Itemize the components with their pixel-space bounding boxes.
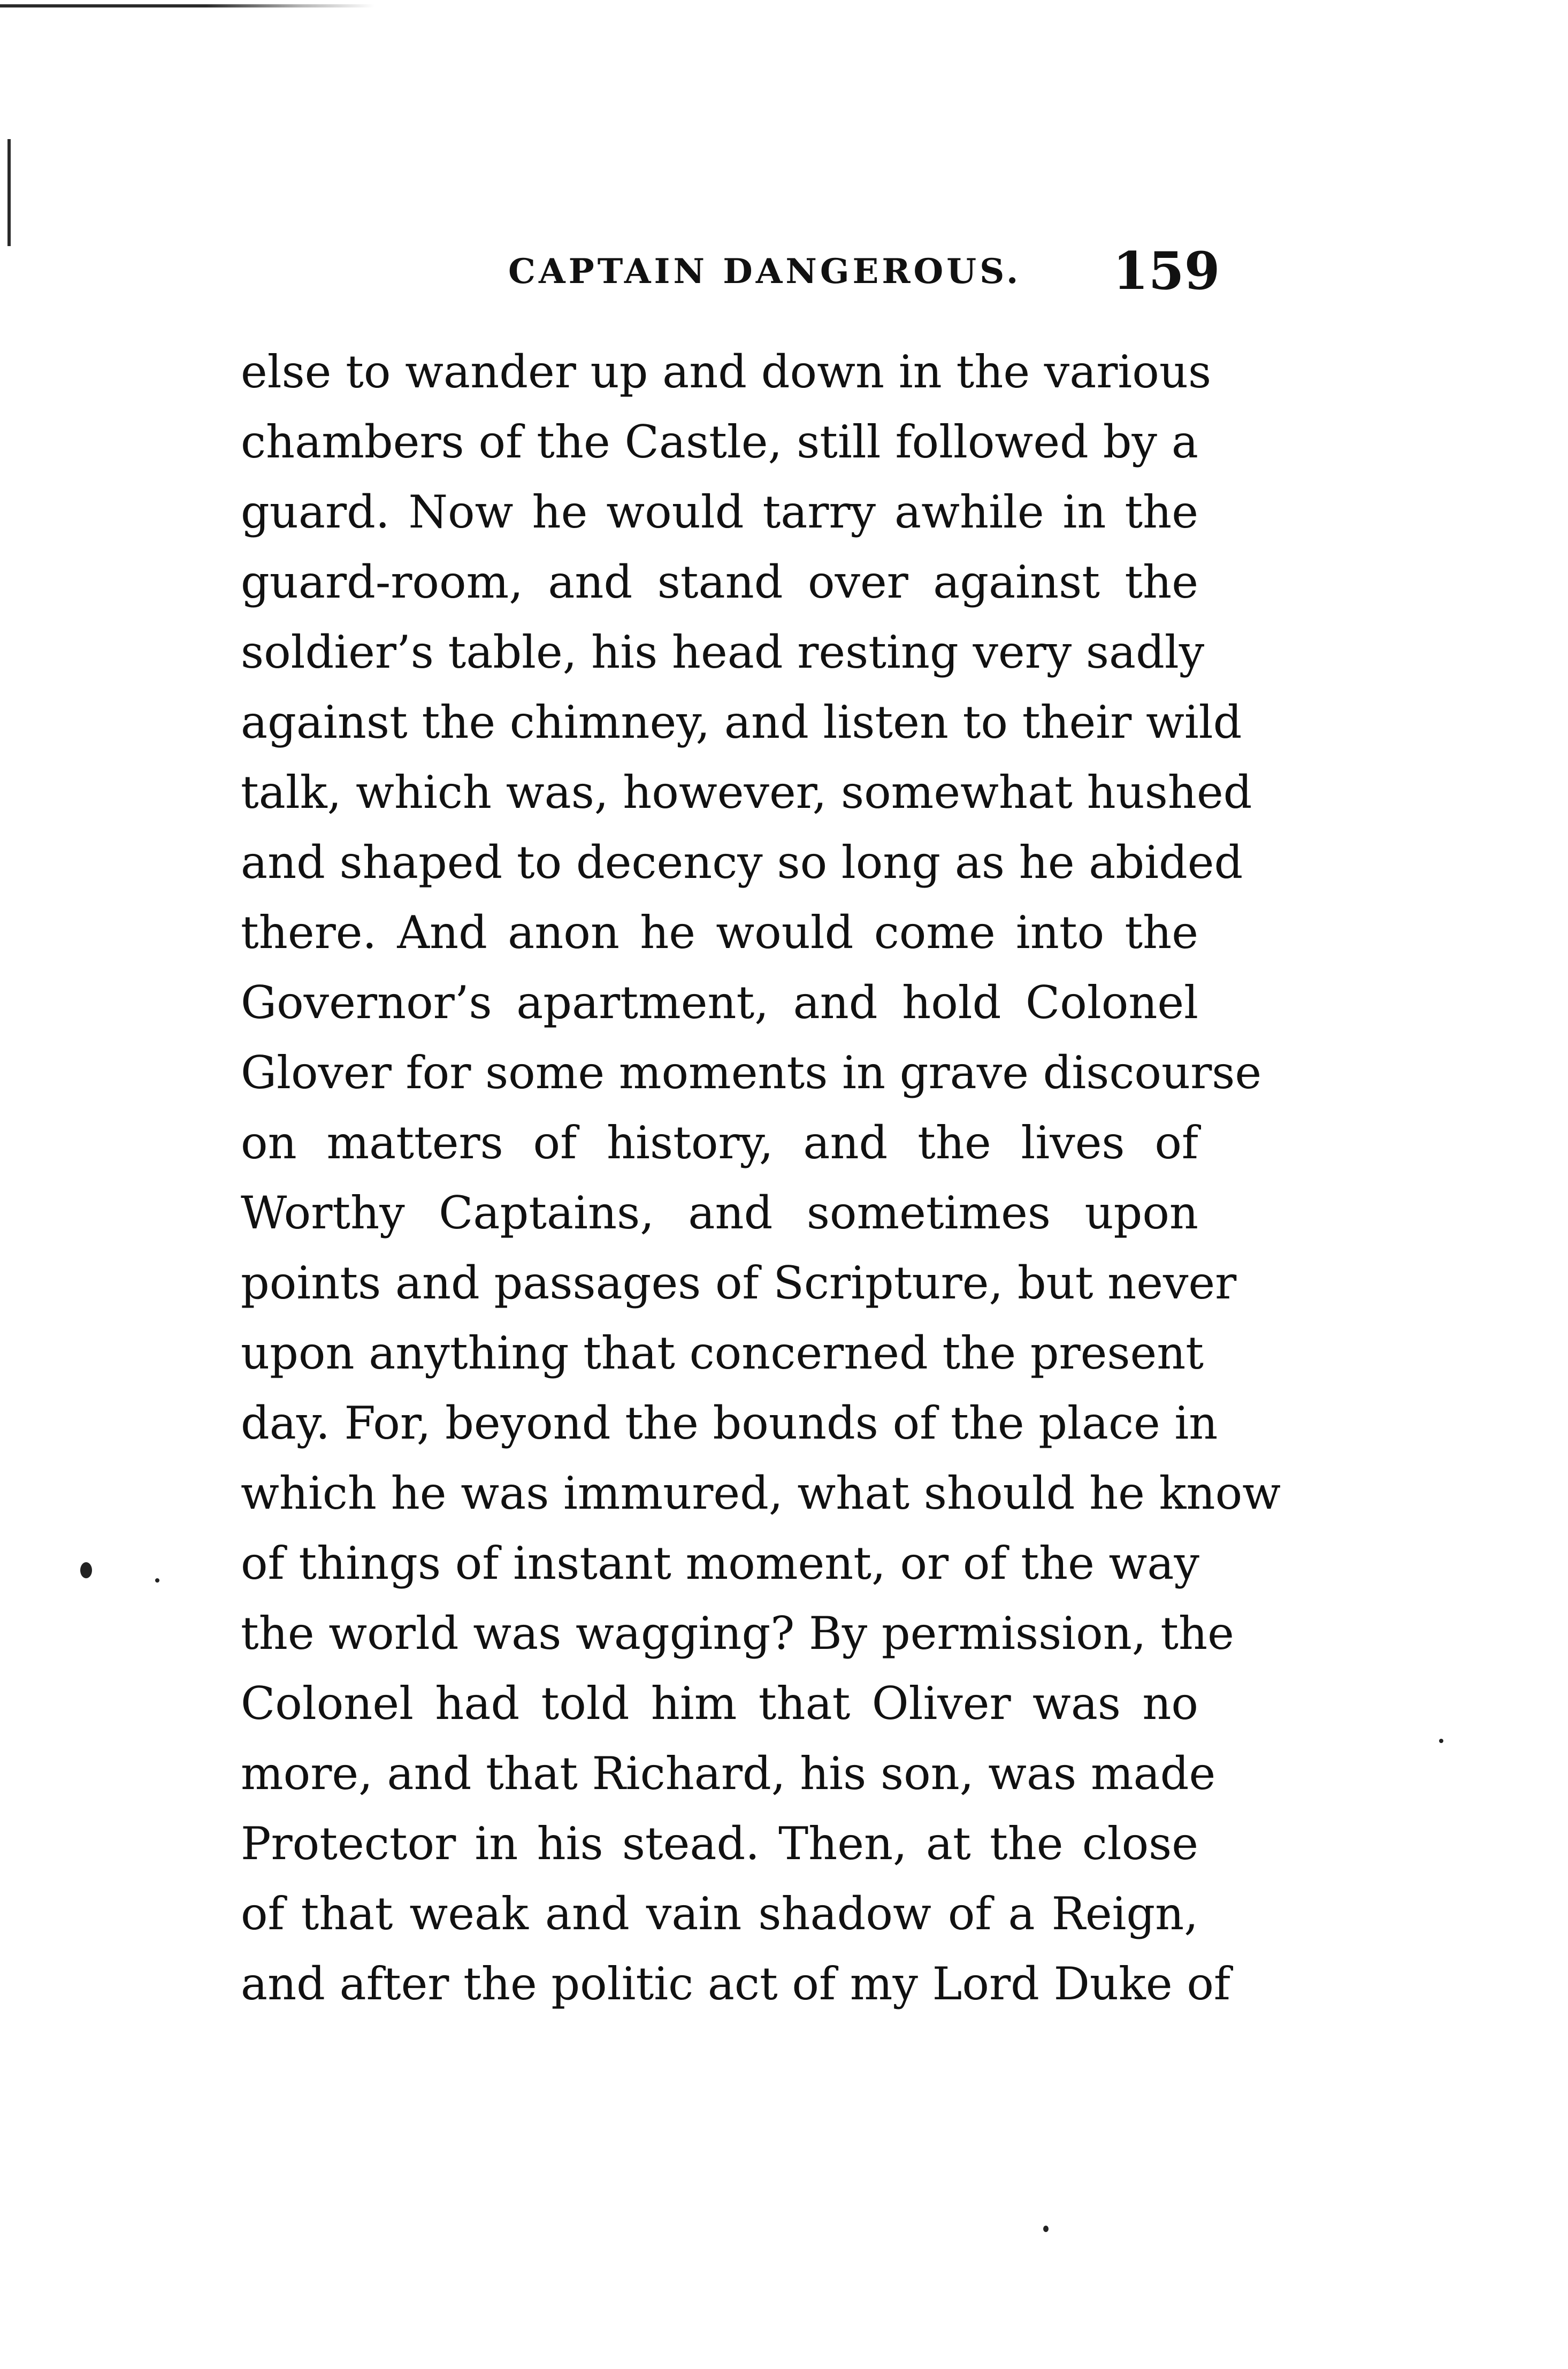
text-line: and after the politic act of my Lord Duke of <box>241 1958 1231 2010</box>
text-line: day. For, beyond the bounds of the place in <box>241 1397 1218 1449</box>
scan-speck <box>80 1562 92 1578</box>
text-line: of things of instant moment, or of the way <box>241 1537 1199 1589</box>
text-line: the world was wagging? By permission, the <box>241 1607 1234 1660</box>
text-line: Protector in his stead. Then, at the close <box>241 1817 1198 1870</box>
text-line: Colonel had told him that Oliver was no <box>241 1677 1198 1730</box>
scan-edge-top <box>0 4 374 7</box>
text-line: of that weak and vain shadow of a Reign, <box>241 1887 1198 1940</box>
text-line: and shaped to decency so long as he abided <box>241 836 1243 889</box>
text-line: guard. Now he would tarry awhile in the <box>241 486 1198 538</box>
text-line: soldier’s table, his head resting very sadly <box>241 626 1205 678</box>
text-line: talk, which was, however, somewhat hushed <box>241 766 1252 819</box>
text-line: Glover for some moments in grave discourse <box>241 1046 1262 1099</box>
text-line: chambers of the Castle, still followed by a <box>241 416 1198 468</box>
running-title: CAPTAIN DANGEROUS. <box>508 251 1022 292</box>
text-line: Worthy Captains, and sometimes upon <box>241 1187 1198 1239</box>
text-line: there. And anon he would come into the <box>241 906 1198 959</box>
text-line: more, and that Richard, his son, was made <box>241 1747 1216 1800</box>
text-line: upon anything that concerned the present <box>241 1327 1204 1379</box>
text-line: points and passages of Scripture, but never <box>241 1257 1237 1309</box>
text-line: guard-room, and stand over against the <box>241 556 1198 608</box>
page-number: 159 <box>1113 241 1220 301</box>
text-line: against the chimney, and listen to their wild <box>241 696 1242 748</box>
scan-speck <box>155 1578 159 1583</box>
body-text <box>241 337 1281 2019</box>
scan-edge-left <box>7 139 11 246</box>
text-line: on matters of history, and the lives of <box>241 1117 1198 1169</box>
scan-speck <box>1439 1739 1443 1743</box>
text-line: which he was immured, what should he know <box>241 1467 1281 1519</box>
text-line: else to wander up and down in the various <box>241 346 1212 398</box>
scan-speck <box>1043 2226 1049 2232</box>
text-line: Governor’s apartment, and hold Colonel <box>241 976 1198 1029</box>
